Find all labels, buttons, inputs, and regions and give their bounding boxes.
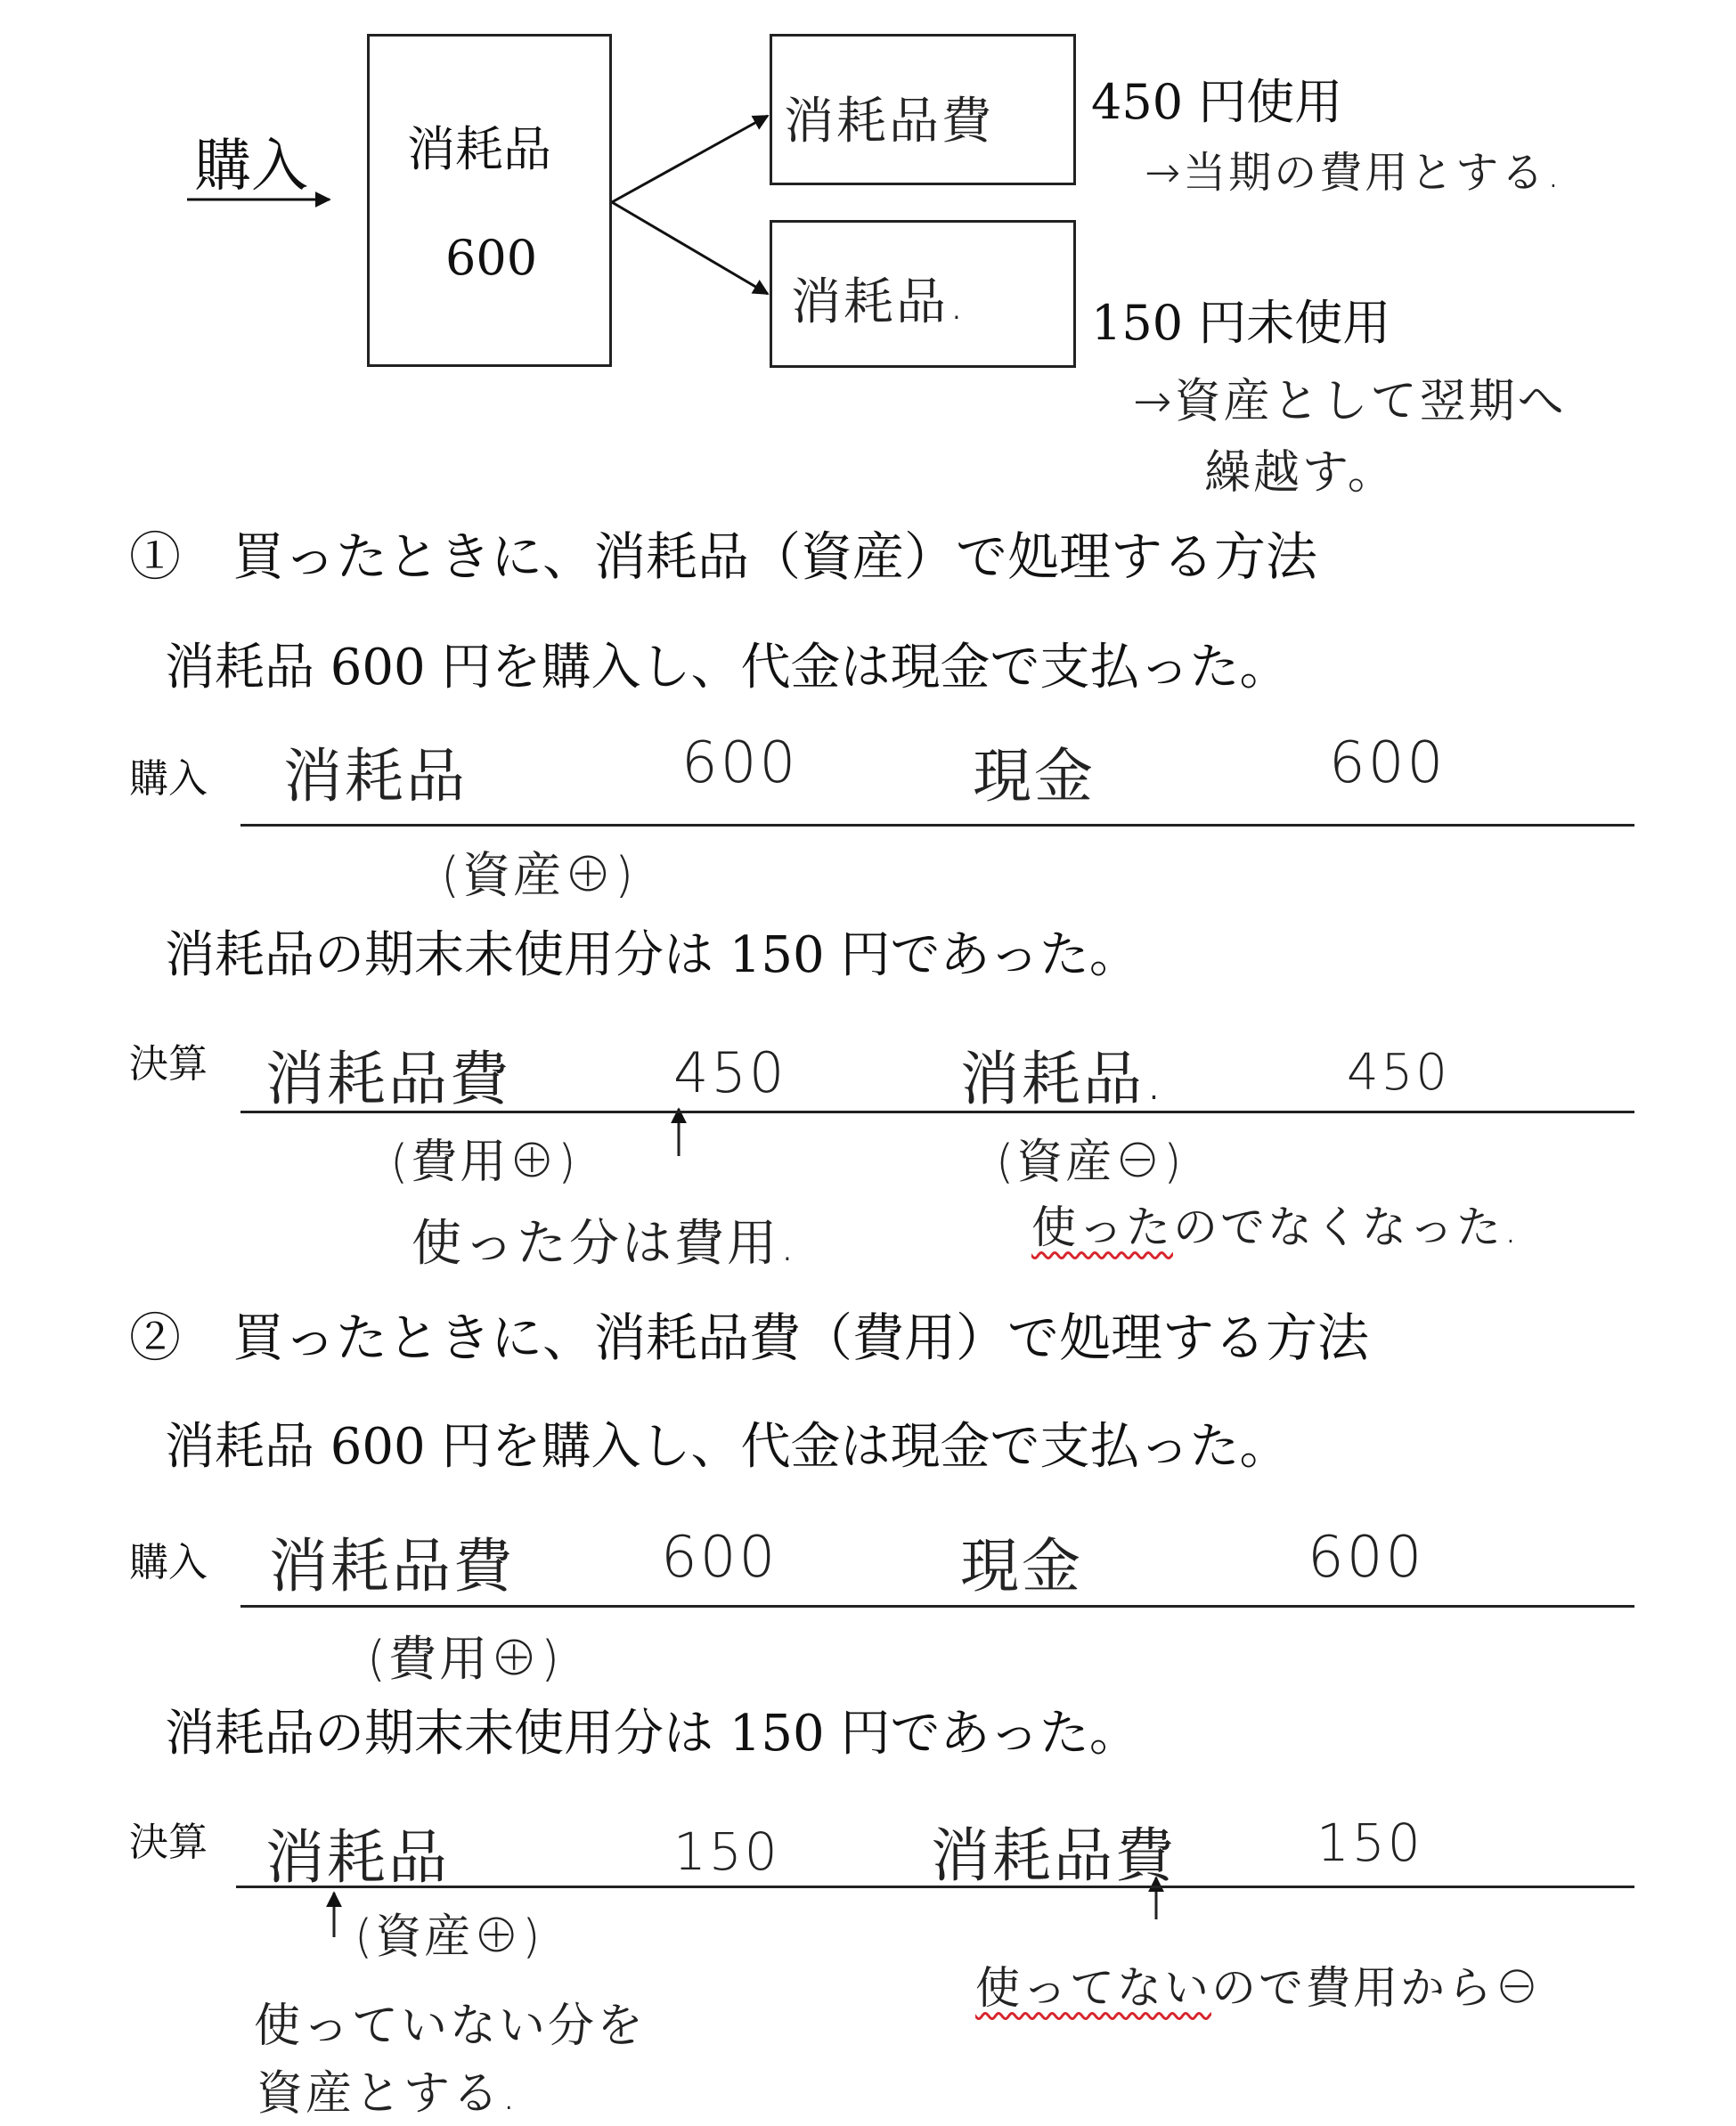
method1-closing-credit-explain [1031,1192,1520,1256]
method1-closing-debit-explain: 使った分は費用. [412,1215,798,1273]
method1-closing-label: 決算 [129,1041,208,1087]
method2-closing-debit-account: 消耗品 [265,1823,450,1892]
used-hand-note: →当期の費用とする. [1145,148,1563,198]
method2-problem: 消耗品 600 円を購入し、代金は現金で支払った。 [165,1418,1290,1476]
unused-note: 150 円未使用 [1091,295,1391,351]
method2-closing-debit-explain-2: 資産とする. [257,2067,519,2121]
method1-purchase-label: 購入 [129,756,208,802]
method1-closing-debit-note: (費用⊕) [390,1136,579,1189]
arrow-to-expense [612,116,768,202]
method1-closing-rule [240,1111,1634,1113]
method1-problem: 消耗品 600 円を購入し、代金は現金で支払った。 [165,639,1290,696]
method1-closing-debit-amount: 450 [673,1040,787,1105]
method2-heading: ② 買ったときに、消耗品費（費用）で処理する方法 [129,1307,1370,1368]
source-box-title: 消耗品 [407,121,551,177]
method1-closing-credit-amount: 450 [1347,1044,1450,1102]
used-note: 450 円使用 [1091,74,1343,130]
method2-purchase-credit-amount: 600 [1308,1525,1425,1591]
method2-closing-debit-explain-1: 使っていない分を [254,2000,647,2053]
method2-purchase-debit-amount: 600 [661,1525,778,1591]
method1-purchase-debit-account: 消耗品 [283,742,468,810]
arrow-to-asset [612,202,768,294]
method1-purchase-credit-account: 現金 [973,742,1096,810]
asset-box-label: 消耗品. [791,273,967,331]
method2-closing-debit-note: (資産⊕) [355,1910,543,1964]
method2-closing-credit-amount: 150 [1316,1812,1423,1873]
method2-closing-debit-amount: 150 [673,1821,780,1882]
method2-credit-explain-rest: ので費用から⊖ [1211,1962,1542,2014]
method2-closing-problem: 消耗品の期末未使用分は 150 円であった。 [165,1705,1139,1763]
method1-closing-credit-note: (資産⊖) [996,1136,1185,1189]
method1-heading: ① 買ったときに、消耗品（資産）で処理する方法 [129,526,1318,587]
method2-purchase-credit-account: 現金 [960,1532,1083,1601]
method2-closing-credit-account: 消耗品費 [931,1821,1177,1890]
method2-purchase-debit-note: (費用⊕) [367,1631,563,1687]
method2-closing-label: 決算 [129,1820,208,1865]
method2-closing-rule [236,1886,1634,1888]
method2-purchase-debit-account: 消耗品費 [269,1532,515,1601]
unused-hand-note-1: →資産として翌期へ [1133,375,1567,428]
method2-purchase-label: 購入 [129,1540,208,1585]
method1-credit-explain-marked: 使った [1031,1201,1173,1253]
method1-closing-credit-account: 消耗品. [960,1045,1166,1113]
expense-box-label: 消耗品費 [784,93,994,151]
method1-closing-debit-account: 消耗品費 [265,1045,511,1113]
method1-purchase-credit-amount: 600 [1329,730,1447,796]
method2-credit-explain-marked: 使ってない [975,1962,1211,2014]
method1-purchase-debit-amount: 600 [681,730,799,796]
method2-closing-credit-explain [975,1952,1542,2016]
method1-credit-explain-rest: のでなくなった. [1173,1201,1520,1253]
method1-closing-problem: 消耗品の期末未使用分は 150 円であった。 [165,926,1139,984]
purchase-label: 購入 [194,134,308,200]
unused-hand-note-2: 繰越す。 [1204,446,1397,500]
method1-purchase-rule [240,824,1634,827]
source-box-amount: 600 [445,230,538,286]
method2-purchase-rule [240,1605,1634,1608]
method1-purchase-debit-note: (資産⊕) [441,847,637,903]
